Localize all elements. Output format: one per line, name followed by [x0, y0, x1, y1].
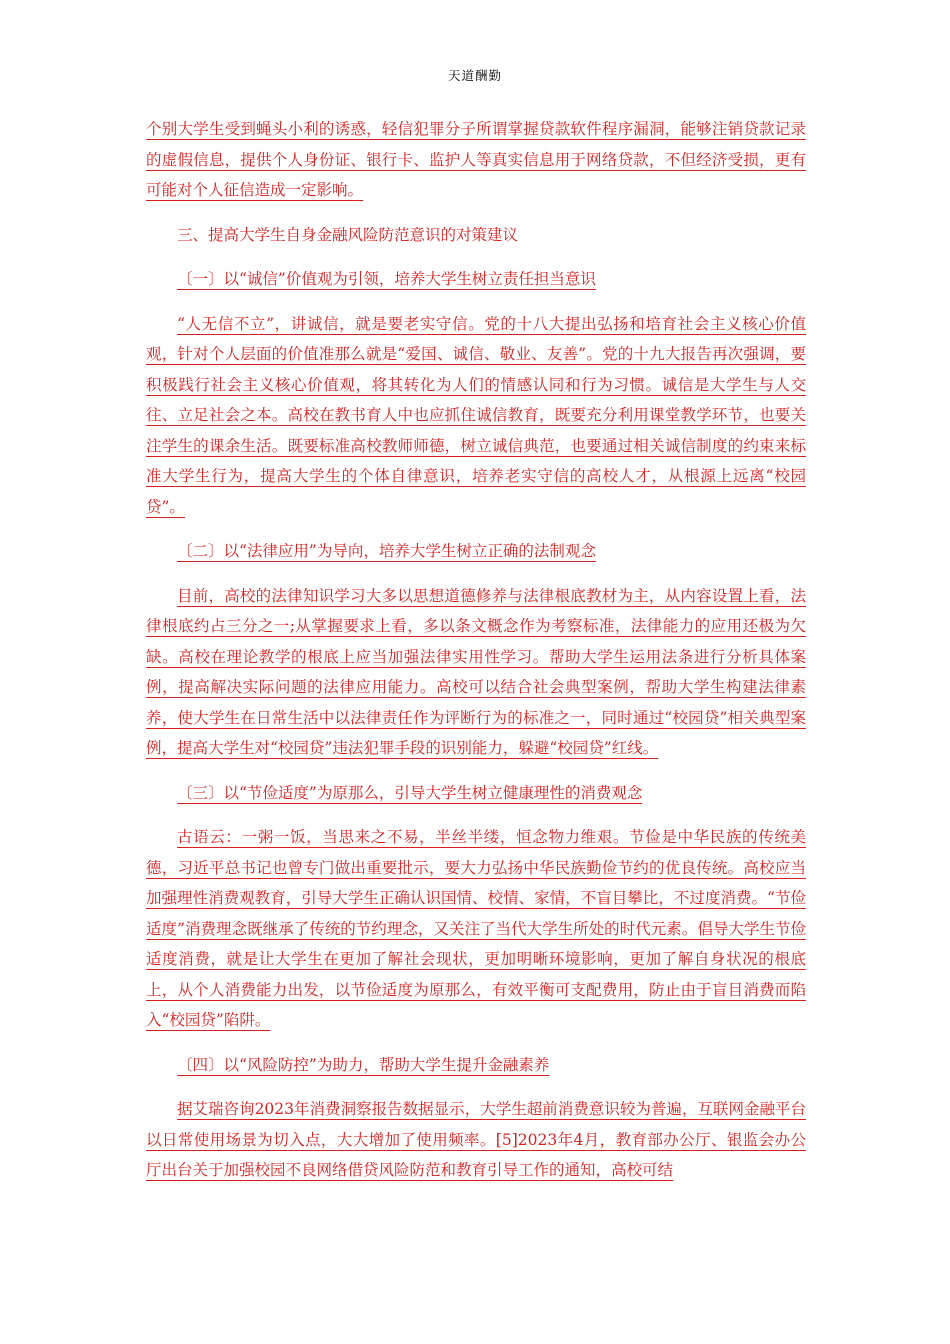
paragraph-continued: 个别大学生受到蝇头小利的诱惑，轻信犯罪分子所谓掌握贷款软件程序漏洞，能够注销贷款记录的虚假信息，提供个人身份证、银行卡、监护人等真实信息用于网络贷款，不但经济受损，更有可能对个人征信造成一定影响。 — [146, 120, 806, 199]
page-header: 天道酬勤 — [447, 68, 502, 83]
document-body — [146, 114, 806, 1186]
subsection-heading-4: 〔四〕以“风险防控”为助力，帮助大学生提升金融素养 — [177, 1055, 550, 1074]
subsection-heading-2: 〔二〕以“法律应用”为导向，培养大学生树立正确的法制观念 — [177, 542, 596, 560]
paragraph-integrity: “人无信不立”，讲诚信，就是要老实守信。党的十八大提出弘扬和培育社会主义核心价值观，针对个人层面的价值准那么就是“爱国、诚信、敬业、友善”。党的十九大报告再次强调，要积极践行社会主义核心价值观，将其转化为人们的情感认同和行为习惯。诚信是大学生与人交往、立足社会之本。高校在教书育人中也应抓住诚信教育，既要充分利用课堂教学环节，也要关注学生的课余生活。既要标准高校教师师德，树立诚信典范，也要通过相关诚信制度的约束来标准大学生行为，提高大学生的个体自律意识，培养老实守信的高校人才，从根源上远离“校园贷”。 — [146, 314, 806, 516]
subsection-heading-1: 〔一〕以“诚信”价值观为引领，培养大学生树立责任担当意识 — [177, 270, 596, 288]
subsection-heading-3: 〔三〕以“节俭适度”为原那么，引导大学生树立健康理性的消费观念 — [177, 783, 643, 802]
section-heading-3: 三、提高大学生自身金融风险防范意识的对策建议 — [177, 225, 519, 244]
paragraph-thrift: 古语云：一粥一饭，当思来之不易，半丝半缕，恒念物力维艰。节俭是中华民族的传统美德，习近平总书记也曾专门做出重要批示，要大力弘扬中华民族勤俭节约的优良传统。高校应当加强理性消费观教育，引导大学生正确认识国情、校情、家情，不盲目攀比，不过度消费。“节俭适度”消费理念既继承了传统的节约理念，又关注了当代大学生所处的时代元素。倡导大学生节俭适度消费，就是让大学生在更加了解社会现状，更加明晰环境影响，更加了解自身状况的根底上，从个人消费能力出发，以节俭适度为原那么，有效平衡可支配费用，防止由于盲目消费而陷入“校园贷”陷阱。 — [146, 828, 806, 1029]
paragraph-risk: 据艾瑞咨询2023年消费洞察报告数据显示，大学生超前消费意识较为普遍，互联网金融平台以日常使用场景为切入点，大大增加了使用频率。[5]2023年4月，教育部办公厅、银监会办公厅出台关于加强校园不良网络借贷风险防范和教育引导工作的通知，高校可结 — [146, 1100, 806, 1179]
paragraph-law: 目前，高校的法律知识学习大多以思想道德修养与法律根底教材为主，从内容设置上看，法律根底约占三分之一;从掌握要求上看，多以条文概念作为考察标准，法律能力的应用还极为欠缺。高校在理论教学的根底上应当加强法律实用性学习。帮助大学生运用法条进行分析具体案例，提高解决实际问题的法律应用能力。高校可以结合社会典型案例，帮助大学生构建法律素养，使大学生在日常生活中以法律责任作为评断行为的标准之一，同时通过“校园贷”相关典型案例，提高大学生对“校园贷”违法犯罪手段的识别能力，躲避“校园贷”红线。 — [146, 586, 806, 757]
